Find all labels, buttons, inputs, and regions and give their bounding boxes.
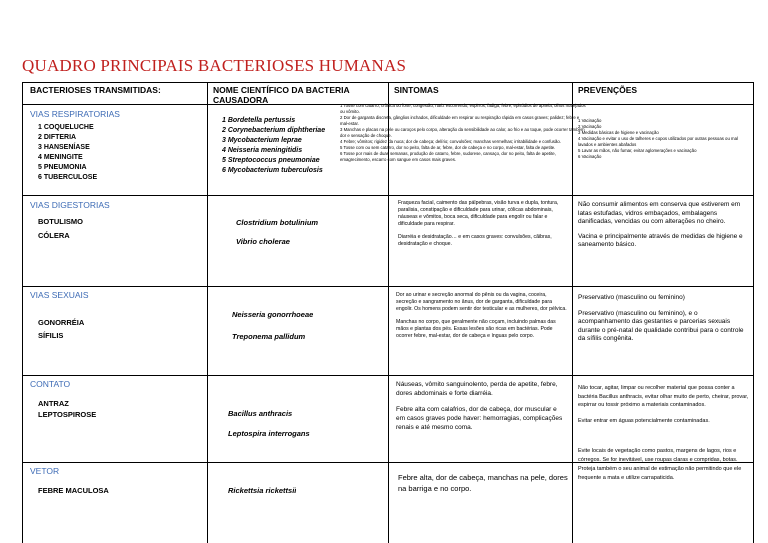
- table-border-left: [22, 82, 23, 543]
- prevention-item: Preservativo (masculino ou feminino), e o acompanhamento das gestantes e parcerias sexuais durante o pré-natal de qualidade contribui para o controle da sífilis congênita.: [578, 309, 744, 342]
- disease-item: BOTULISMO: [38, 217, 83, 226]
- disease-item: LEPTOSPIROSE: [38, 410, 97, 419]
- bacteria-list: [228, 486, 296, 496]
- column-divider: [207, 82, 208, 543]
- bacteria-list: [236, 213, 318, 251]
- bacteria-item: 3 Mycobacterium leprae: [222, 137, 302, 144]
- prevention-item: 6 Vacinação: [578, 154, 602, 159]
- table-border-right: [753, 82, 754, 543]
- disease-item: SÍFILIS: [38, 331, 64, 340]
- symptom-item: 5 Tosse com ou sem catarro, dor no peito, falta de ar, febre, dor de cabeça e no corpo, mal-estar, falta de apetite.: [340, 145, 556, 150]
- category-label: VIAS DIGESTORIAS: [30, 200, 110, 210]
- disease-item: 5 PNEUMONIA: [38, 164, 87, 171]
- prevention-text: [578, 201, 750, 250]
- category-label: CONTATO: [30, 379, 71, 389]
- prevention-item: 3 Medidas básicas de higiene e vacinação: [578, 130, 659, 135]
- bacteria-item: 5 Streptococcus pneumoniae: [222, 157, 320, 164]
- prevention-text: [578, 294, 750, 344]
- category-label: VIAS RESPIRATORIAS: [30, 109, 120, 119]
- symptoms-text: [398, 200, 566, 248]
- symptom-item: Dor ao urinar e secreção anormal do pênis ou da vagina, coceira, secreção e sangramento no ânus, dor de garganta, dificuldade para engolir. Os homens podem sentir dor testicular e as mulheres, dor pélvica.: [396, 292, 567, 312]
- bacteria-item: Bacillus anthracis: [228, 409, 293, 418]
- disease-item: ANTRAZ: [38, 399, 69, 408]
- symptom-item: Diarréia e desidratação… e em casos graves: convulsões, cãibras, desidratação e choque.: [398, 234, 552, 247]
- disease-item: 2 DIFTERIA: [38, 134, 77, 141]
- disease-item: CÓLERA: [38, 231, 70, 240]
- bacteria-item: Rickettsia rickettsii: [228, 486, 297, 495]
- prevention-text: [578, 447, 750, 483]
- disease-item: 4 MENINGITE: [38, 154, 83, 161]
- symptom-item: 6 Tosse por mais de duas semanas, produção de catarro, febre, sudorese, cansaço, dor no peito, falta de apetite, emagrecimento, escarro com sangue em casos mais graves.: [340, 151, 556, 162]
- disease-item: GONORRÉIA: [38, 318, 85, 327]
- category-label: VETOR: [30, 466, 60, 476]
- symptom-item: 1 Tosse com catarro, crônica ou forte, congestão, nariz escorrendo, espirros, fadiga, febre, episódios de apneia, olhos marejados ou vômito.: [340, 103, 586, 114]
- bacteria-list: [232, 304, 313, 348]
- prevention-item: Preservativo (masculino ou feminino): [578, 294, 685, 301]
- disease-item: 6 TUBERCULOSE: [38, 174, 98, 181]
- bacteria-item: 6 Mycobacterium tuberculosis: [222, 167, 323, 174]
- header-transmitidas: BACTERIOSES TRANSMITIDAS:: [30, 85, 161, 95]
- disease-list: [38, 123, 97, 183]
- header-prevencoes: PREVENÇÕES: [578, 85, 638, 95]
- bacteria-item: 1 Bordetella pertussis: [222, 117, 296, 124]
- symptom-item: Manchas no corpo, que geralmente não coçam, incluindo palmas das mãos e plantas dos pés. Essas lesões são ricas em bactérias. Pode ocorrer febre, mal-estar, dor de cabeça e ínguas pelo corpo.: [396, 319, 556, 339]
- bacteria-item: 2 Corynebacterium diphtheriae: [222, 127, 326, 134]
- prevention-item: 1 Vacinação: [578, 118, 602, 123]
- symptom-item: 3 Manchas e placas na pele ou caroços pelo corpo, alteração da sensibilidade ao calor, ao frio e ao toque, pode ocorrer também dor e sensação de choque.: [340, 127, 585, 138]
- prevention-text: [578, 118, 748, 160]
- prevention-item: 5 Lavar as mãos, não fumar, evitar aglomerações e vacinação: [578, 148, 697, 153]
- disease-list: [38, 486, 109, 496]
- bacteria-item: Neisseria gonorrhoeae: [232, 310, 314, 319]
- symptoms-text: [396, 292, 568, 340]
- bacteria-item: Clostridium botulinium: [236, 218, 319, 227]
- prevention-text: [578, 384, 750, 425]
- bacteria-item: Treponema pallidum: [232, 332, 306, 341]
- symptom-item: 4 Febre; vômitos; rigidez da nuca; dor de cabeça; delírio; convulsões; manchas vermelhas; irritabilidade e confusão.: [340, 139, 561, 144]
- header-sintomas: SINTOMAS: [394, 85, 439, 95]
- disease-list: [38, 215, 83, 243]
- bacteria-list: [228, 404, 310, 444]
- header-nome-cientifico: NOME CIENTÍFICO DA BACTERIA CAUSADORA: [213, 85, 350, 105]
- prevention-item: Não tocar, agitar, limpar ou recolher material que possa conter a bactéria Bacillus anthracis, evitar olhar muito de perto, cheirar, provar, espirrar ou tossir próximo a materiais contaminados.: [578, 385, 749, 408]
- prevention-item: Vacina e principalmente através de medidas de higiene e saneamento básico.: [578, 232, 743, 248]
- symptom-item: Febre alta, dor de cabeça, manchas na pele, dores na barriga e no corpo.: [398, 473, 568, 493]
- symptoms-text: [340, 103, 586, 163]
- disease-list: [38, 398, 96, 420]
- prevention-item: 2 Vacinação: [578, 124, 602, 129]
- page-title: QUADRO PRINCIPAIS BACTERIOSES HUMANAS: [22, 56, 407, 75]
- bacterioses-table: [22, 82, 754, 543]
- disease-item: 3 HANSENÍASE: [38, 144, 90, 151]
- prevention-item: Não consumir alimentos em conserva que estiverem em latas estufadas, vidros embaçados, embalagens danificadas, vencidas ou com alterações no cheiro.: [578, 201, 741, 225]
- symptoms-text: [396, 380, 564, 432]
- symptom-item: Febre alta com calafrios, dor de cabeça, dor muscular e em casos graves pode haver: hemorragias, complicações renais e até mesmo coma.: [396, 406, 563, 431]
- disease-item: FEBRE MACULOSA: [38, 486, 109, 495]
- bacteria-list: [222, 116, 325, 176]
- symptoms-text: [398, 472, 568, 494]
- category-label: VIAS SEXUAIS: [30, 290, 89, 300]
- bacteria-item: Leptospira interrogans: [228, 429, 310, 438]
- prevention-item: 4 Vacinação e evitar o uso de talheres e copos utilizados por outras pessoas ou mal lavados e ambientes abafados: [578, 136, 738, 147]
- prevention-item: Evitar entrar em águas potencialmente contaminadas.: [578, 417, 710, 424]
- prevention-item: Evite locais de vegetação como pastos, margens de lagos, rios e córregos. Se for inevitável, use roupas claras e compridas, botas. Proteja também o seu animal de estimação não permitindo que ele frequente a mata e utilize carrapaticida.: [578, 448, 742, 481]
- symptom-item: Náuseas, vômito sanguinolento, perda de apetite, febre, dores abdominais e forte diarréia.: [396, 381, 558, 397]
- bacteria-item: Vibrio cholerae: [236, 237, 290, 246]
- symptom-item: Fraqueza facial, caimento das pálpebras, visão turva e dupla, tontura, paralisia, constipação e dificuldade para urinar, cólicas abdominais, náuseas e vômitos, boca seca, dificuldade para engolir ou falar e dificuldade para respirar.: [398, 200, 559, 227]
- bacteria-item: 4 Neisseria meningitidis: [222, 147, 303, 154]
- disease-item: 1 COQUELUCHE: [38, 124, 94, 131]
- disease-list: [38, 316, 84, 342]
- symptom-item: 2 Dor de garganta discreta, gânglios inchados, dificuldade em respirar ou respiração rápida em casos graves; palidez; febre e mal-estar.: [340, 115, 580, 126]
